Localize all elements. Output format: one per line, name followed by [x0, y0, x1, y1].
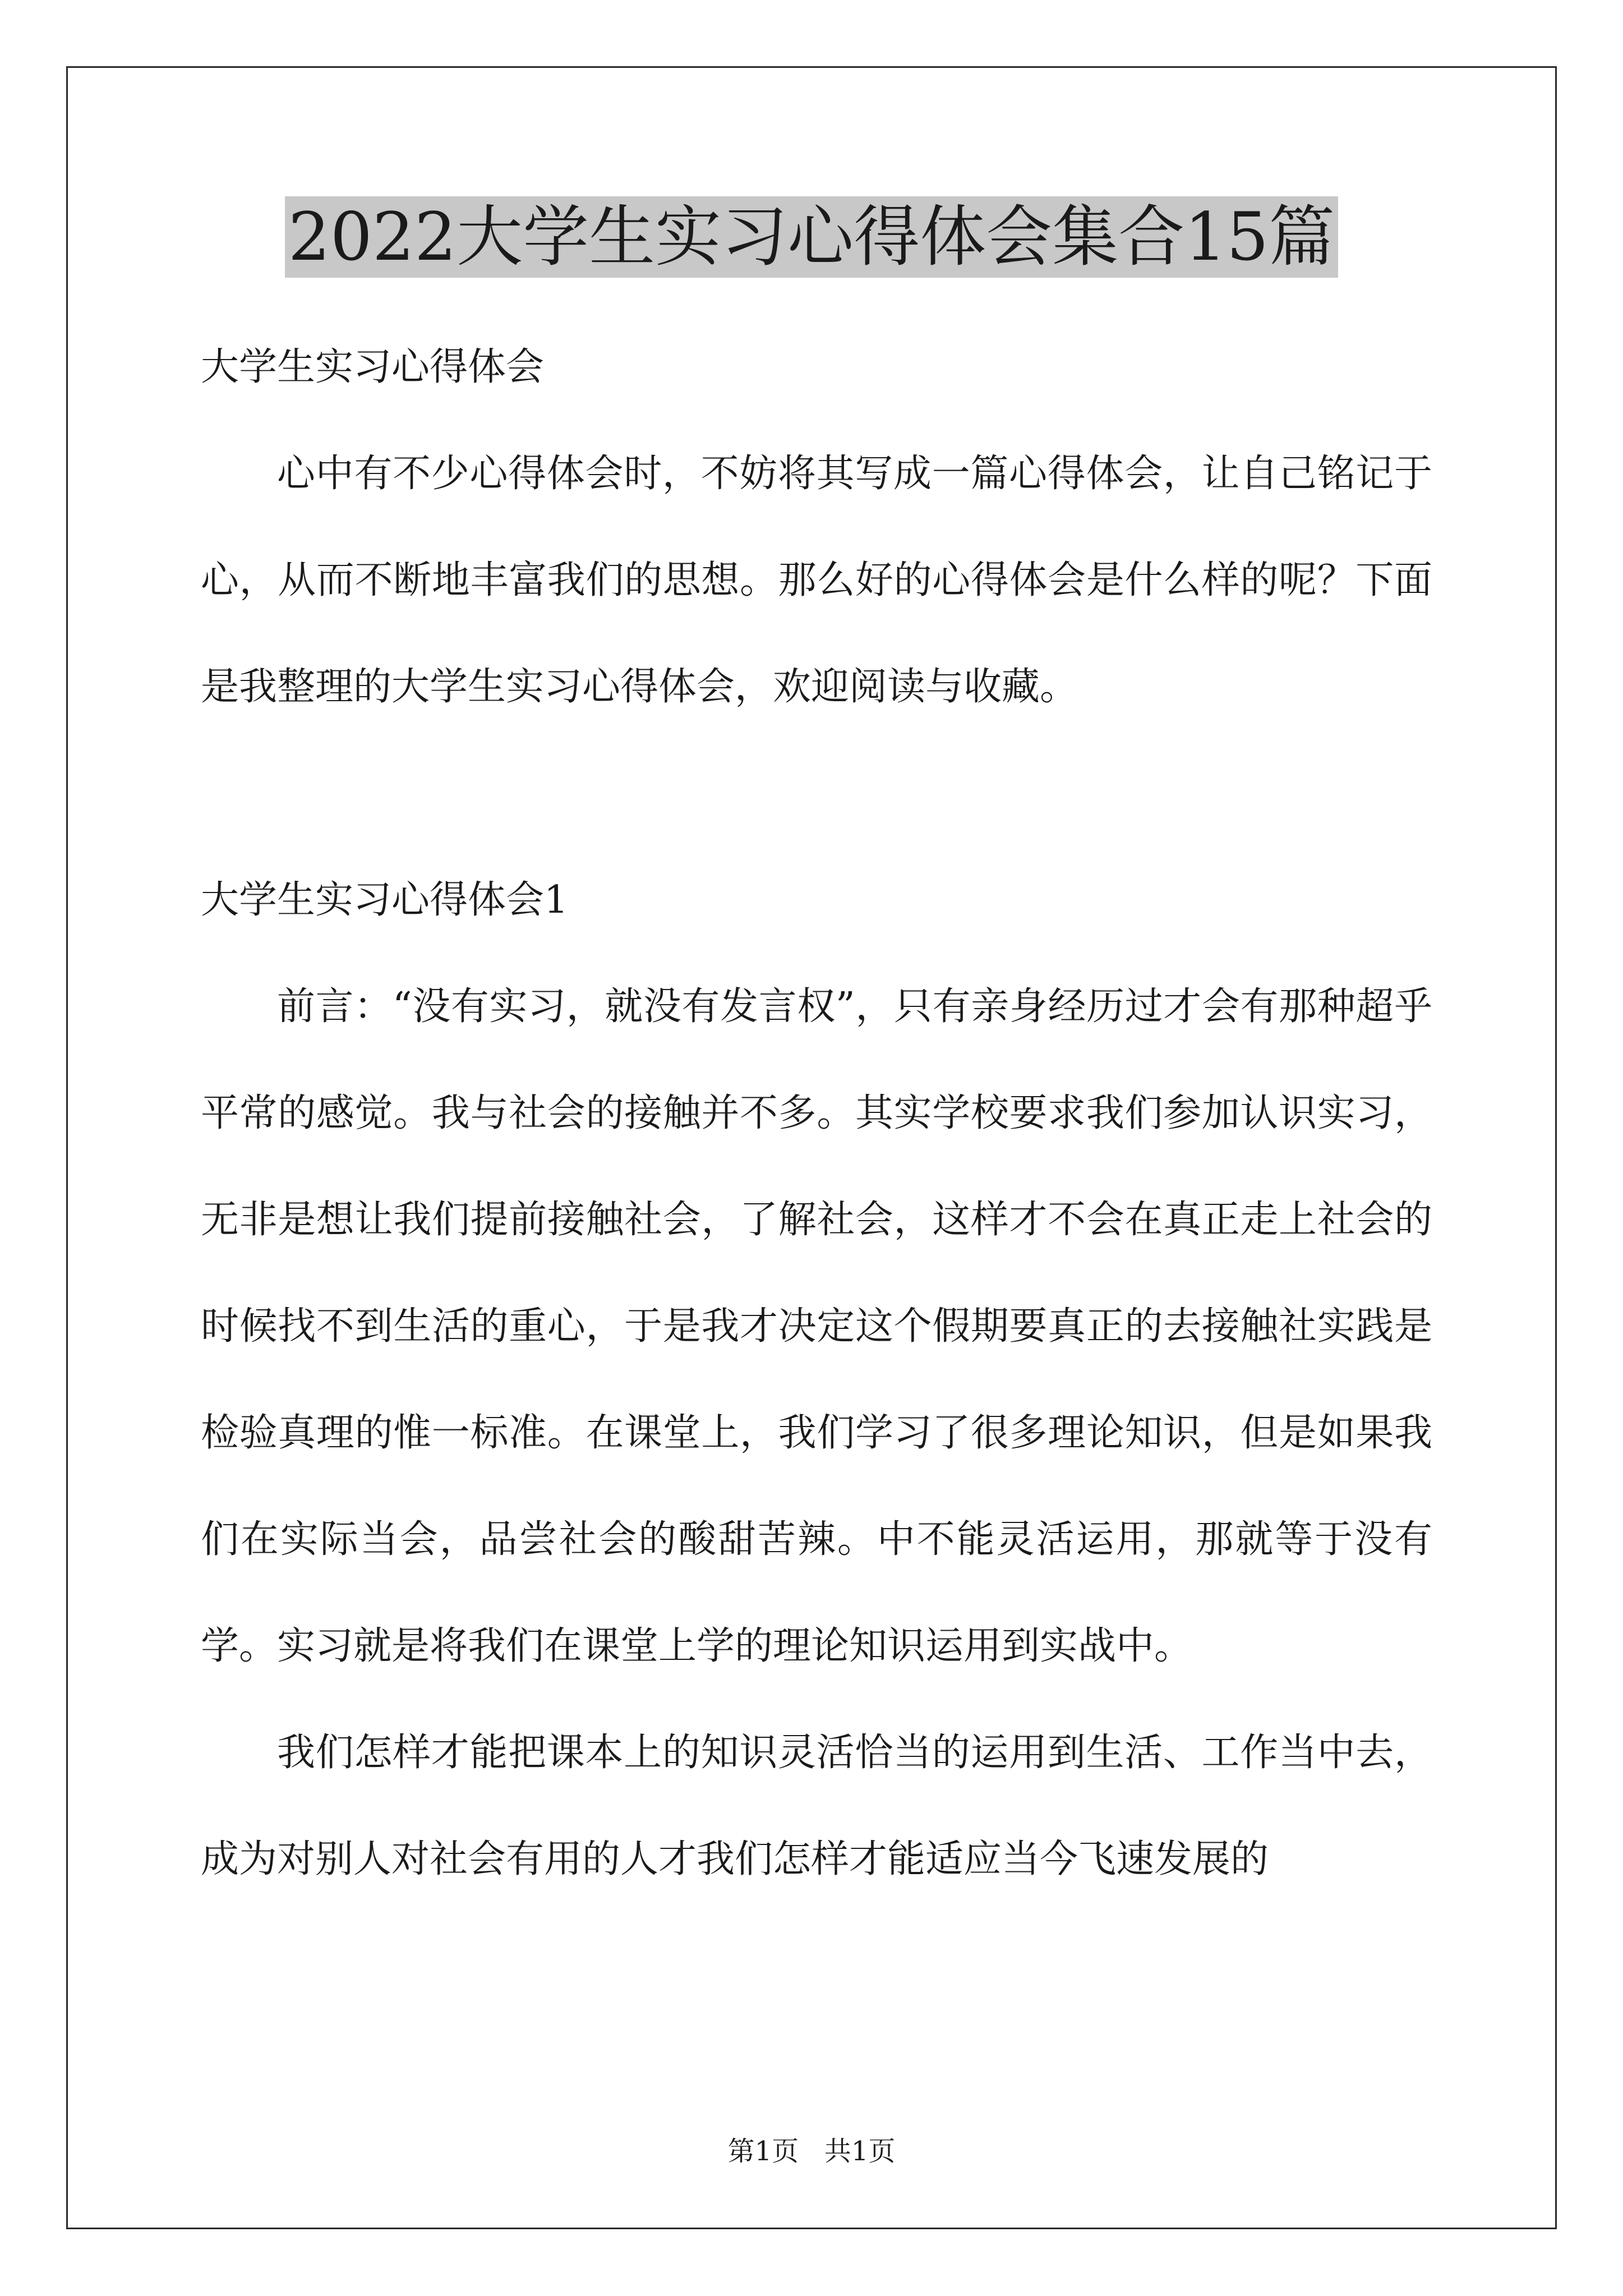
- intro-paragraph: 心中有不少心得体会时，不妨将其写成一篇心得体会，让自己铭记于心，从而不断地丰富我们的思想。那么好的心得体会是什么样的呢？下面是我整理的大学生实习心得体会，欢迎阅读与收藏。: [201, 452, 1432, 709]
- page-footer: [0, 2134, 1623, 2168]
- document-body: [201, 314, 1432, 1913]
- body-paragraph-1: 前言：“没有实习，就没有发言权”，只有亲身经历过才会有那种超乎平常的感觉。我与社会的接触并不多。其实学校要求我们参加认识实习，无非是想让我们提前接触社会，了解社会，这样才不会在真正走上社会的时候找不到生活的重心，于是我才决定这个假期要真正的去接触社实践是检验真理的惟一标准。在课堂上，我们学习了很多理论知识，但是如果我们在实际当会，品尝社会的酸甜苦辣。中不能灵活运用，那就等于没有学。实习就是将我们在课堂上学的理论知识运用到实战中。: [201, 984, 1432, 1668]
- spacer: [201, 740, 1432, 847]
- article-heading: 大学生实习心得体会1: [201, 878, 569, 922]
- section-heading: 大学生实习心得体会: [201, 345, 545, 389]
- page-number: 第1页: [727, 2136, 799, 2167]
- page-total: 共1页: [824, 2136, 896, 2167]
- document-title: 2022大学生实习心得体会集合15篇: [285, 196, 1338, 278]
- title-container: [0, 196, 1623, 278]
- body-paragraph-2: 我们怎样才能把课本上的知识灵活恰当的运用到生活、工作当中去，成为对别人对社会有用的人才我们怎样才能适应当今飞速发展的: [201, 1731, 1432, 1881]
